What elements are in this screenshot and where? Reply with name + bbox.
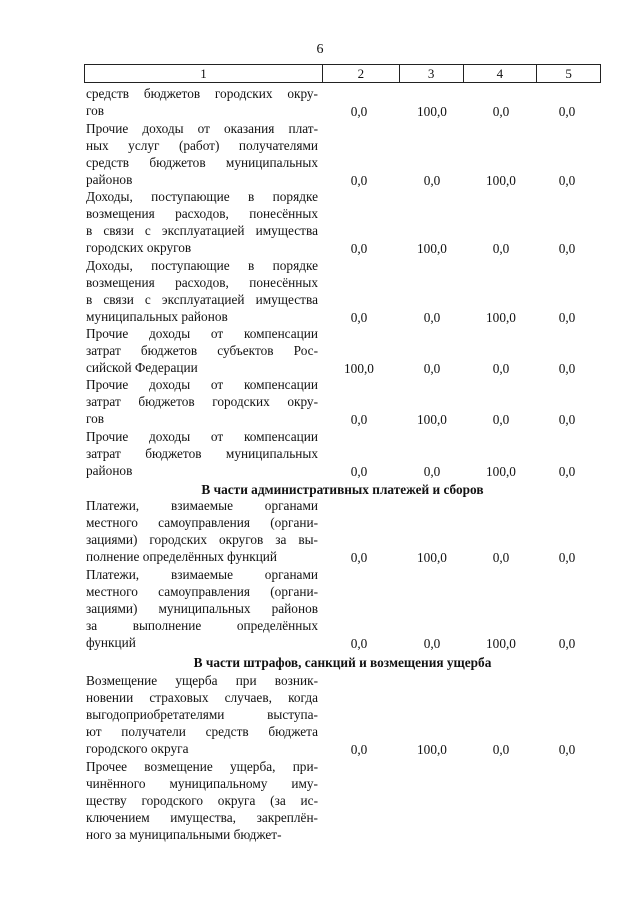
- table-header-row: [84, 64, 601, 83]
- description-line: затрат бюджетов муниципальных: [86, 446, 318, 462]
- row-description: [86, 325, 318, 376]
- value-cell-col4: 0,0: [492, 241, 510, 257]
- section-heading-penalties: В части штрафов, санкций и возмещения ущерба: [193, 655, 492, 670]
- value-cell-col4: 0,0: [492, 361, 510, 377]
- description-line: чинённого муниципальному иму-: [86, 776, 318, 792]
- value-cell-col3: 100,0: [417, 241, 447, 257]
- column-header-1: 1: [85, 65, 323, 82]
- description-line: ключением имущества, закреплён-: [86, 810, 318, 826]
- description-line: зациями) городских округов за вы-: [86, 532, 318, 548]
- description-line: возмещения расходов, понесённых: [86, 275, 318, 291]
- description-line: районов: [86, 172, 133, 188]
- value-cell-col3: 0,0: [423, 361, 441, 377]
- value-cell-col4: 100,0: [486, 464, 516, 480]
- description-line: Прочие доходы от оказания плат-: [86, 121, 318, 136]
- value-cell-col4: 0,0: [492, 550, 510, 566]
- description-line: возмещения расходов, понесённых: [86, 206, 318, 222]
- value-cell-col2: 100,0: [344, 361, 374, 377]
- value-cell-col5: 0,0: [558, 464, 576, 480]
- value-cell-col3: 0,0: [423, 173, 441, 189]
- value-cell-col5: 0,0: [558, 173, 576, 189]
- value-cell-col4: 100,0: [486, 173, 516, 189]
- value-cell-col5: 0,0: [558, 550, 576, 566]
- description-line: гов: [86, 411, 105, 427]
- value-cell-col2: 0,0: [350, 742, 368, 758]
- description-line: затрат бюджетов городских окру-: [86, 394, 318, 410]
- description-line: ществу городского округа (за ис-: [86, 793, 318, 809]
- row-description: [86, 758, 318, 843]
- section-heading-administrative: В части административных платежей и сборов: [201, 482, 484, 497]
- description-line: средств бюджетов городских окру-: [86, 86, 318, 101]
- description-line: полнение определённых функций: [86, 549, 278, 565]
- description-line: в связи с эксплуатацией имущества: [86, 223, 318, 239]
- description-line: сийской Федерации: [86, 360, 198, 376]
- description-line: районов: [86, 463, 133, 479]
- column-header-3: 3: [400, 65, 464, 82]
- description-line: зациями) муниципальных районов: [86, 601, 318, 617]
- value-cell-col4: 0,0: [492, 104, 510, 120]
- description-line: Возмещение ущерба при возник-: [86, 673, 318, 688]
- column-header-2: 2: [323, 65, 400, 82]
- description-line: Прочие доходы от компенсации: [86, 377, 318, 392]
- row-description: [86, 188, 318, 256]
- value-cell-col2: 0,0: [350, 241, 368, 257]
- description-line: местного самоуправления (органи-: [86, 584, 318, 600]
- description-line: городских округов: [86, 240, 192, 256]
- row-description: [86, 497, 318, 565]
- description-line: городского округа: [86, 741, 189, 757]
- description-line: гов: [86, 103, 105, 119]
- row-description: [86, 257, 318, 325]
- row-description: [86, 672, 318, 757]
- description-line: за выполнение определённых: [86, 618, 318, 634]
- value-cell-col2: 0,0: [350, 550, 368, 566]
- description-line: функций: [86, 635, 136, 651]
- value-cell-col4: 0,0: [492, 742, 510, 758]
- row-description: [86, 566, 318, 651]
- description-line: муниципальных районов: [86, 309, 228, 325]
- value-cell-col3: 0,0: [423, 464, 441, 480]
- description-line: Прочее возмещение ущерба, при-: [86, 759, 318, 774]
- description-line: затрат бюджетов субъектов Рос-: [86, 343, 318, 359]
- value-cell-col5: 0,0: [558, 412, 576, 428]
- value-cell-col4: 100,0: [486, 310, 516, 326]
- description-line: в связи с эксплуатацией имущества: [86, 292, 318, 308]
- value-cell-col5: 0,0: [558, 104, 576, 120]
- row-description: [86, 428, 318, 479]
- value-cell-col5: 0,0: [558, 636, 576, 652]
- value-cell-col2: 0,0: [350, 173, 368, 189]
- description-line: Прочие доходы от компенсации: [86, 326, 318, 341]
- value-cell-col5: 0,0: [558, 361, 576, 377]
- value-cell-col5: 0,0: [558, 241, 576, 257]
- column-header-5: 5: [565, 66, 572, 81]
- value-cell-col3: 100,0: [417, 412, 447, 428]
- description-line: новении страховых случаев, когда: [86, 690, 318, 706]
- page-number: 6: [316, 42, 324, 57]
- value-cell-col4: 100,0: [486, 636, 516, 652]
- description-line: Доходы, поступающие в порядке: [86, 189, 318, 204]
- description-line: ных услуг (работ) получателями: [86, 138, 318, 154]
- description-line: местного самоуправления (органи-: [86, 515, 318, 531]
- description-line: выгодоприобретателями выступа-: [86, 707, 318, 723]
- row-description: [86, 85, 318, 119]
- row-description: [86, 376, 318, 427]
- value-cell-col2: 0,0: [350, 636, 368, 652]
- value-cell-col3: 100,0: [417, 104, 447, 120]
- value-cell-col4: 0,0: [492, 412, 510, 428]
- row-description: [86, 120, 318, 188]
- value-cell-col2: 0,0: [350, 310, 368, 326]
- value-cell-col5: 0,0: [558, 310, 576, 326]
- description-line: Прочие доходы от компенсации: [86, 429, 318, 444]
- value-cell-col3: 100,0: [417, 742, 447, 758]
- value-cell-col3: 0,0: [423, 310, 441, 326]
- value-cell-col2: 0,0: [350, 412, 368, 428]
- value-cell-col3: 100,0: [417, 550, 447, 566]
- value-cell-col3: 0,0: [423, 636, 441, 652]
- value-cell-col2: 0,0: [350, 464, 368, 480]
- column-header-4: 4: [464, 65, 538, 82]
- description-line: Платежи, взимаемые органами: [86, 498, 318, 513]
- description-line: ного за муниципальными бюджет-: [86, 827, 282, 843]
- value-cell-col5: 0,0: [558, 742, 576, 758]
- description-line: ют получатели средств бюджета: [86, 724, 318, 740]
- value-cell-col2: 0,0: [350, 104, 368, 120]
- description-line: средств бюджетов муниципальных: [86, 155, 318, 171]
- description-line: Платежи, взимаемые органами: [86, 567, 318, 582]
- description-line: Доходы, поступающие в порядке: [86, 258, 318, 273]
